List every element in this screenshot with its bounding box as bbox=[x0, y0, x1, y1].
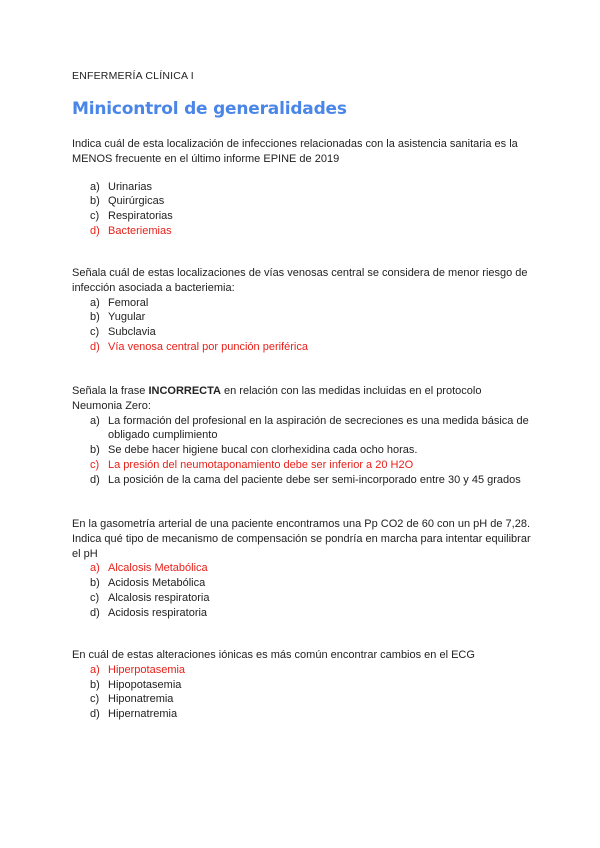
option-text: Se debe hacer higiene bucal con clorhexidina cada ocho horas. bbox=[108, 444, 418, 457]
option-d bbox=[72, 606, 534, 621]
question-5 bbox=[72, 648, 534, 722]
question-text: En la gasometría arterial de una paciente encontramos una Pp CO2 de 60 con un pH de 7,28. Indica qué tipo de mecanismo de compensación se pondría en marcha para intentar equilibrar el pH bbox=[72, 518, 531, 560]
option-label: c) bbox=[90, 326, 100, 339]
option-text: La formación del profesional en la aspiración de secreciones es una medida básica de obligado cumplimiento bbox=[108, 414, 529, 442]
option-text: La presión del neumotaponamiento debe ser inferior a 20 H2O bbox=[108, 458, 414, 471]
option-d-correct bbox=[72, 224, 534, 239]
option-label: b) bbox=[90, 195, 100, 208]
option-b bbox=[72, 310, 534, 325]
option-b bbox=[72, 678, 534, 693]
option-text: Quirúrgicas bbox=[108, 195, 165, 208]
option-text: Hipernatremia bbox=[108, 708, 178, 721]
option-a bbox=[72, 296, 534, 311]
option-label: a) bbox=[90, 180, 100, 193]
option-label: b) bbox=[90, 678, 100, 691]
option-text: Subclavia bbox=[108, 326, 156, 339]
option-text: Acidosis respiratoria bbox=[108, 606, 208, 619]
question-text: En cuál de estas alteraciones iónicas es más común encontrar cambios en el ECG bbox=[72, 649, 475, 661]
option-label: a) bbox=[90, 296, 100, 309]
course-header: ENFERMERÍA CLÍNICA I bbox=[72, 70, 194, 82]
question-3 bbox=[72, 384, 534, 488]
option-label: d) bbox=[90, 708, 100, 721]
option-text: Hipopotasemia bbox=[108, 678, 182, 691]
option-a bbox=[72, 180, 534, 195]
option-label: d) bbox=[90, 473, 100, 486]
option-text: Vía venosa central por punción periférica bbox=[108, 340, 308, 353]
option-c bbox=[72, 209, 534, 224]
option-c bbox=[72, 591, 534, 606]
page-title: Minicontrol de generalidades bbox=[72, 99, 347, 119]
question-text-end: en relación con las medidas incluidas en el protocolo Neumonia Zero: bbox=[72, 385, 482, 412]
option-label: b) bbox=[90, 444, 100, 457]
option-label: b) bbox=[90, 577, 100, 590]
question-text-start: Señala la frase bbox=[72, 385, 149, 397]
option-label: d) bbox=[90, 340, 100, 353]
option-text: La posición de la cama del paciente debe ser semi-incorporado entre 30 y 45 grados bbox=[108, 473, 521, 486]
option-a bbox=[72, 414, 534, 444]
option-label: d) bbox=[90, 606, 100, 619]
question-text: Indica cuál de esta localización de infecciones relacionadas con la asistencia sanitaria es la MENOS frecuente en el último informe EPINE de 2019 bbox=[72, 138, 518, 165]
option-text: Urinarias bbox=[108, 180, 153, 193]
option-label: b) bbox=[90, 311, 100, 324]
question-4 bbox=[72, 517, 534, 621]
option-text: Respiratorias bbox=[108, 210, 173, 223]
option-c-correct bbox=[72, 458, 534, 473]
option-text: Hiperpotasemia bbox=[108, 663, 186, 676]
option-d bbox=[72, 707, 534, 722]
option-label: a) bbox=[90, 663, 100, 676]
option-text: Hiponatremia bbox=[108, 693, 174, 706]
option-text: Femoral bbox=[108, 296, 149, 309]
option-d bbox=[72, 473, 534, 488]
option-d-correct bbox=[72, 340, 534, 355]
option-text: Alcalosis respiratoria bbox=[108, 591, 210, 604]
question-1 bbox=[72, 137, 534, 239]
option-a-correct bbox=[72, 561, 534, 576]
option-label: a) bbox=[90, 414, 100, 427]
option-label: c) bbox=[90, 458, 100, 471]
option-label: c) bbox=[90, 591, 100, 604]
option-text: Yugular bbox=[108, 311, 146, 324]
option-text: Bacteriemias bbox=[108, 224, 172, 237]
option-text: Alcalosis Metabólica bbox=[108, 562, 208, 575]
option-label: a) bbox=[90, 562, 100, 575]
question-text bbox=[72, 384, 534, 414]
question-text-bold: INCORRECTA bbox=[148, 385, 221, 397]
question-2 bbox=[72, 266, 534, 355]
option-c bbox=[72, 692, 534, 707]
option-text: Acidosis Metabólica bbox=[108, 577, 206, 590]
option-c bbox=[72, 325, 534, 340]
option-label: c) bbox=[90, 210, 100, 223]
option-label: d) bbox=[90, 224, 100, 237]
option-a-correct bbox=[72, 663, 534, 678]
option-label: c) bbox=[90, 693, 100, 706]
option-b bbox=[72, 443, 534, 458]
question-text: Señala cuál de estas localizaciones de vías venosas central se considera de menor riesgo de infección asociada a bacteriemia: bbox=[72, 267, 528, 294]
option-b bbox=[72, 576, 534, 591]
option-b bbox=[72, 194, 534, 209]
